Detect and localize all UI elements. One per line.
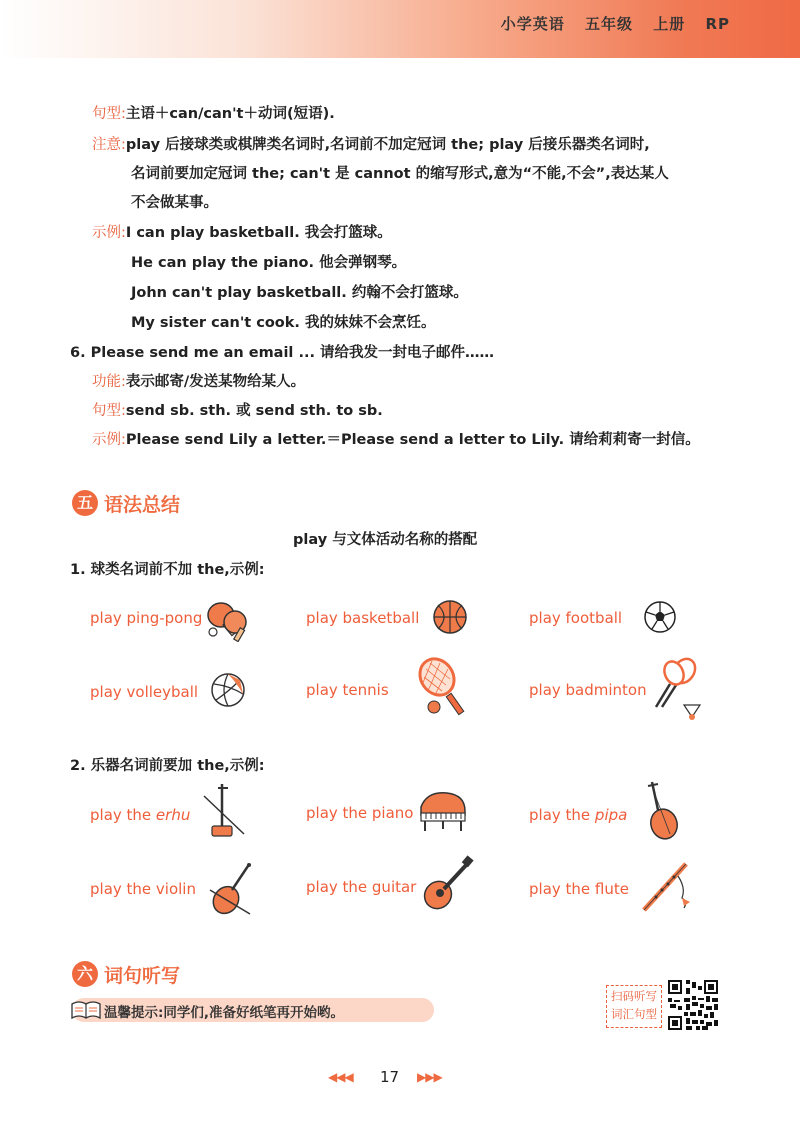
tip-text: 温馨提示:同学们,准备好纸笔再开始哟。 xyxy=(104,1005,345,1021)
example-text-4: My sister can't cook. 我的妹妹不会烹饪。 xyxy=(131,315,436,331)
qr-label-line-1: 扫码听写 xyxy=(611,989,657,1003)
activity-violin: play the violin xyxy=(90,880,196,898)
example-text-1: I can play basketball. 我会打篮球。 xyxy=(125,225,392,241)
qr-label-line-2: 词汇句型 xyxy=(611,1007,657,1021)
example-line-1 xyxy=(92,221,392,242)
violin-icon xyxy=(206,860,258,918)
item-6-heading: 6. Please send me an email ... 请给我发一封电子邮件…… xyxy=(70,345,495,361)
function-text: 表示邮寄/发送某物给某人。 xyxy=(125,374,306,390)
qr-label xyxy=(606,985,662,1028)
flute-icon xyxy=(638,858,694,916)
example2-label: 示例: xyxy=(92,432,126,448)
piano-icon xyxy=(417,787,469,833)
pattern2-label: 句型: xyxy=(92,403,126,419)
badminton-icon xyxy=(648,655,708,721)
pattern-label: 句型: xyxy=(92,106,126,122)
football-icon xyxy=(643,600,677,634)
note-line-3: 不会做某事。 xyxy=(131,195,218,211)
page-number: 17 xyxy=(380,1068,400,1086)
rule-2: 2. 乐器名词前要加 the,示例: xyxy=(70,758,265,774)
activity-guitar: play the guitar xyxy=(306,878,417,896)
header-grade: 五年级 xyxy=(584,15,633,33)
example-text-3: John can't play basketball. 约翰不会打篮球。 xyxy=(131,285,468,301)
example2-text: Please send Lily a letter.＝Please send a letter to Lily. 请给莉莉寄一封信。 xyxy=(125,432,700,448)
header-subject: 小学英语 xyxy=(500,15,565,33)
pattern2-line xyxy=(92,399,383,420)
activity-volleyball: play volleyball xyxy=(90,683,199,701)
pattern-text: 主语＋can/can't＋动词(短语). xyxy=(125,106,335,122)
note-line-2: 名词前要加定冠词 the; can't 是 cannot 的缩写形式,意为“不能,不会”,表达某人 xyxy=(131,166,669,182)
pattern-line xyxy=(92,102,335,123)
activity-badminton: play badminton xyxy=(529,681,647,699)
guitar-icon xyxy=(420,855,476,913)
activity-flute: play the flute xyxy=(529,880,629,898)
qr-code-icon[interactable] xyxy=(668,980,718,1030)
ping-pong-icon xyxy=(203,598,251,642)
basketball-icon xyxy=(432,599,468,635)
prev-arrows: ◀◀◀ xyxy=(328,1070,353,1084)
activity-erhu: play the erhu xyxy=(90,806,191,824)
activity-tennis: play tennis xyxy=(306,681,389,699)
activity-ping-pong: play ping-pong xyxy=(90,609,203,627)
note-text-1: play 后接球类或棋牌类名词时,名词前不加定冠词 the; play 后接乐器类名词时, xyxy=(125,137,650,153)
function-label: 功能: xyxy=(92,374,126,390)
next-arrows: ▶▶▶ xyxy=(417,1070,442,1084)
pattern2-text: send sb. sth. 或 send sth. to sb. xyxy=(125,403,383,419)
header-volume: 上册 xyxy=(653,15,686,33)
book-icon xyxy=(70,996,102,1022)
note-label: 注意: xyxy=(92,137,126,153)
section-6-title: 词句听写 xyxy=(104,965,181,987)
section-6-badge: 六 xyxy=(72,961,98,987)
instrument-name: erhu xyxy=(155,806,191,824)
pipa-icon xyxy=(638,780,684,842)
activity-basketball: play basketball xyxy=(306,609,420,627)
note-line-1 xyxy=(92,133,650,154)
grammar-subtitle: play 与文体活动名称的搭配 xyxy=(293,532,478,548)
example-label: 示例: xyxy=(92,225,126,241)
activity-football: play football xyxy=(529,609,623,627)
example-text-2: He can play the piano. 他会弹钢琴。 xyxy=(131,255,407,271)
section-5-title: 语法总结 xyxy=(104,494,181,516)
section-5-badge: 五 xyxy=(72,490,98,516)
activity-pipa: play the pipa xyxy=(529,806,628,824)
erhu-icon xyxy=(200,782,250,840)
header-edition: RP xyxy=(705,15,730,33)
volleyball-icon xyxy=(210,672,246,708)
page-header xyxy=(487,13,730,34)
rule-1: 1. 球类名词前不加 the,示例: xyxy=(70,562,265,578)
example2-line xyxy=(92,428,700,449)
tennis-racket-icon xyxy=(412,655,478,721)
function-line xyxy=(92,370,305,391)
activity-piano: play the piano xyxy=(306,804,414,822)
instrument-name: pipa xyxy=(594,806,628,824)
